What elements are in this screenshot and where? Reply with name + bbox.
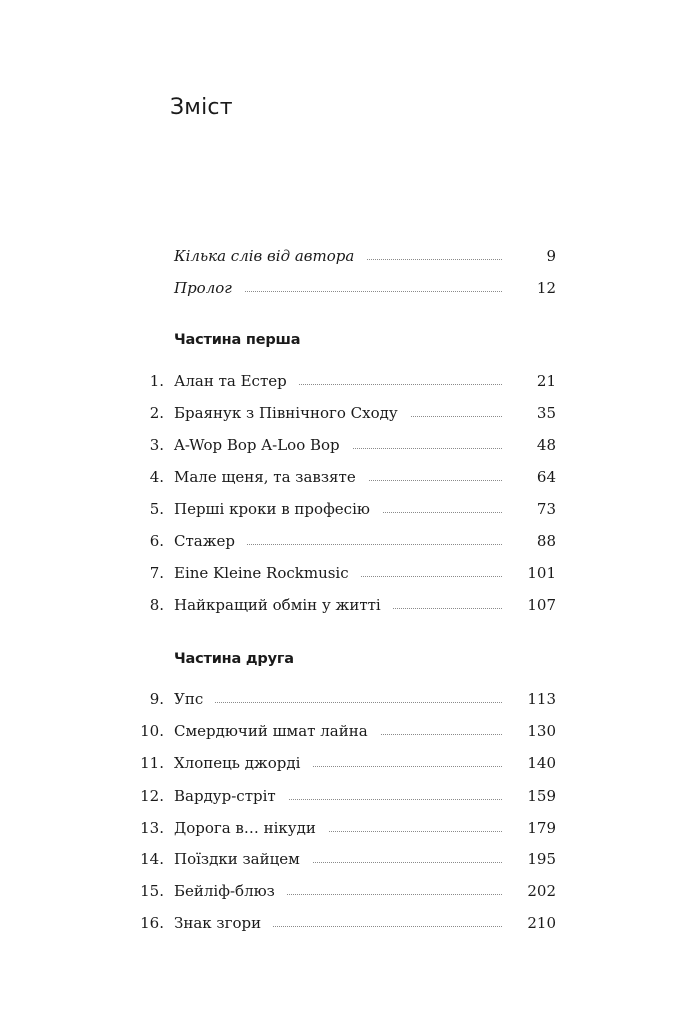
chapter-page: 73: [536, 500, 556, 518]
toc-entry-prologue[interactable]: [0, 277, 700, 299]
toc-entry-chapter-1[interactable]: [0, 370, 700, 392]
toc-entry-page: 9: [546, 247, 556, 265]
chapter-number: 16.: [140, 914, 164, 932]
toc-entry-chapter-6[interactable]: [0, 530, 700, 552]
toc-entry-chapter-4[interactable]: [0, 466, 700, 488]
chapter-title: Смердючий шмат лайна: [174, 720, 380, 742]
chapter-number: 3.: [149, 436, 164, 454]
chapter-page: 210: [527, 914, 556, 932]
chapter-page: 101: [527, 564, 556, 582]
chapter-number: 8.: [149, 596, 164, 614]
chapter-title: Алан та Естер: [174, 370, 299, 392]
toc-entry-title: Пролог: [174, 277, 244, 299]
chapter-title: Браянук з Північного Сходу: [174, 402, 410, 424]
part-heading-one: Частина перша: [174, 332, 301, 348]
toc-entry-chapter-16[interactable]: [0, 912, 700, 934]
chapter-number: 6.: [149, 532, 164, 550]
chapter-number: 10.: [140, 722, 164, 740]
toc-entry-chapter-3[interactable]: [0, 434, 700, 456]
chapter-number: 11.: [140, 754, 164, 772]
chapter-title: Поїздки зайцем: [174, 848, 312, 870]
toc-entry-chapter-7[interactable]: [0, 562, 700, 584]
chapter-page: 88: [536, 532, 556, 550]
chapter-page: 64: [536, 468, 556, 486]
toc-entry-chapter-8[interactable]: [0, 594, 700, 616]
chapter-title: Перші кроки в професію: [174, 498, 382, 520]
chapter-number: 14.: [140, 850, 164, 868]
toc-entry-chapter-10[interactable]: [0, 720, 700, 742]
chapter-title: Знак згори: [174, 912, 273, 934]
toc-entry-chapter-5[interactable]: [0, 498, 700, 520]
chapter-title: Eine Kleine Rockmusic: [174, 562, 361, 584]
chapter-page: 48: [536, 436, 556, 454]
toc-entry-chapter-15[interactable]: [0, 880, 700, 902]
toc-entry-chapter-12[interactable]: [0, 785, 700, 807]
chapter-page: 202: [527, 882, 556, 900]
chapter-page: 21: [536, 372, 556, 390]
chapter-page: 195: [527, 850, 556, 868]
part-heading-two: Частина друга: [174, 651, 294, 667]
toc-entry-chapter-11[interactable]: [0, 752, 700, 774]
leader-dots: [174, 702, 502, 703]
chapter-number: 2.: [149, 404, 164, 422]
toc-entry-page: 12: [536, 279, 556, 297]
chapter-page: 159: [527, 787, 556, 805]
chapter-title: Вардур-стріт: [174, 785, 288, 807]
chapter-page: 179: [527, 819, 556, 837]
chapter-title: Упс: [174, 688, 215, 710]
chapter-number: 4.: [149, 468, 164, 486]
chapter-number: 7.: [149, 564, 164, 582]
chapter-number: 12.: [140, 787, 164, 805]
chapter-title: Мале щеня, та завзяте: [174, 466, 368, 488]
chapter-number: 1.: [149, 372, 164, 390]
chapter-title: Дорога в… нікуди: [174, 817, 328, 839]
chapter-number: 9.: [149, 690, 164, 708]
chapter-number: 5.: [149, 500, 164, 518]
toc-entry-chapter-13[interactable]: [0, 817, 700, 839]
toc-entry-foreword[interactable]: [0, 245, 700, 267]
chapter-title: Стажер: [174, 530, 247, 552]
chapter-page: 130: [527, 722, 556, 740]
toc-entry-title: Кілька слів від автора: [174, 245, 366, 267]
toc-entry-chapter-2[interactable]: [0, 402, 700, 424]
chapter-number: 13.: [140, 819, 164, 837]
chapter-page: 140: [527, 754, 556, 772]
toc-entry-chapter-9[interactable]: [0, 688, 700, 710]
toc-entry-chapter-14[interactable]: [0, 848, 700, 870]
chapter-page: 107: [527, 596, 556, 614]
chapter-title: A-Wop Bop A-Loo Bop: [174, 434, 352, 456]
chapter-page: 35: [536, 404, 556, 422]
chapter-title: Хлопець джорді: [174, 752, 312, 774]
chapter-title: Найкращий обмін у житті: [174, 594, 393, 616]
page-title: Зміст: [170, 95, 233, 120]
chapter-page: 113: [527, 690, 556, 708]
chapter-number: 15.: [140, 882, 164, 900]
chapter-title: Бейліф-блюз: [174, 880, 287, 902]
